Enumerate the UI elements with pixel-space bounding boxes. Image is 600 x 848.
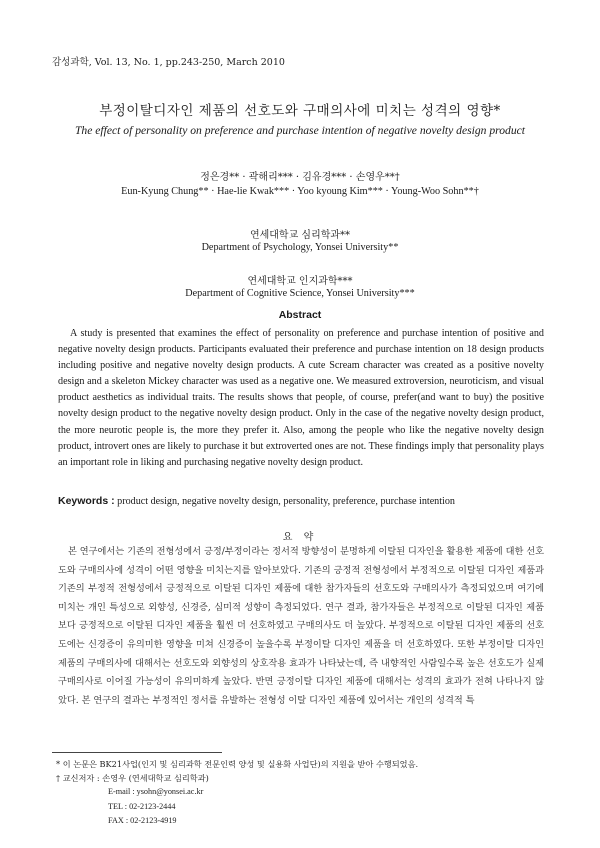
abstract-heading: Abstract: [278, 309, 322, 321]
abstract-body: A study is presented that examines the effect of personality on preference and purchase intention of positive and negative novelty design products. Participants evaluated their preference and purchase intention on 18 design products including positive and negative novelty design products. A cute Scream character was created as a positive novelty design and a skeleton Mickey character was used as a negative one. We measured extroversion, neuroticism, and visual product aesthetics as individual traits. The results shows that people, of course, prefer(and want to buy) the positive novelty design product to the negative novelty design product. Only in the case of the negative novelty design product, the more neurotic people is, the more they prefer it. Also, among the people who like the negative novelty design product, introvert ones are likely to purchase it but extroverted ones are not. These findings imply that personality plays an important role in liking and purchasing negative novelty design product.: [58, 328, 544, 468]
journal-citation: 감성과학, Vol. 13, No. 1, pp.243-250, March 2010: [52, 57, 285, 68]
korean-summary-heading: 요 약: [282, 532, 318, 543]
footnote-corresponding: † 교신저자 : 손영우 (연세대학교 심리학과): [56, 773, 209, 784]
keywords-label: Keywords :: [58, 495, 115, 507]
keywords-line: [58, 495, 548, 507]
affiliation-2-english: Department of Cognitive Science, Yonsei University***: [185, 288, 415, 299]
authors-english: Eun-Kyung Chung** · Hae-lie Kwak*** · Yoo kyoung Kim*** · Young-Woo Sohn**†: [121, 186, 479, 197]
footnotes: [56, 757, 418, 828]
footnote-fax: FAX : 02-2123-4919: [108, 815, 177, 825]
title-english: The effect of personality on preference and purchase intention of negative novelty design product: [74, 124, 525, 137]
footnote-funding: * 이 논문은 BK21사업(인지 및 심리과학 전문인력 양성 및 실용화 사업단)의 지원을 받아 수행되었음.: [56, 759, 419, 769]
affiliation-1-korean: 연세대학교 심리학과**: [249, 230, 351, 241]
authors-korean: 정은경** · 곽해리*** · 김유경*** · 손영우**†: [200, 172, 400, 183]
footnote-divider: [52, 752, 222, 753]
affiliation-1-english: Department of Psychology, Yonsei University**: [201, 242, 399, 253]
footnote-email: E-mail : ysohn@yonsei.ac.kr: [108, 787, 204, 797]
keywords-list: product design, negative novelty design, personality, preference, purchase intention: [117, 496, 455, 507]
korean-summary-body: 본 연구에서는 기존의 전형성에서 긍정/부정이라는 정서적 방향성이 분명하게 이탈된 디자인을 활용한 제품에 대한 선호도와 구매의사에 성격이 어떤 영향을 미치는지를 알아보았다. 기존의 긍정적 전형성에서 부정적으로 이탈된 디자인 제품과 기존의 부정적 전형성에서 긍정적으로 이탈된 디자인 제품에 대한 참가자들의 선호도와 구매의사가 측정되었으며 여기에 미치는 개인 특성으로 외향성, 신경증, 심미적 성향이 측정되었다. 연구 결과, 참가자들은 부정적으로 이탈된 디자인 제품보다 긍정적으로 이탈된 디자인 제품을 훨씬 더 선호하였고 구매의사도 더 높았다. 부정적으로 이탈된 디자인 제품의 선호도에는 신경증이 유의미한 영향을 미쳐 신경증이 높을수록 부정이탈 디자인 제품을 더 선호하였다. 또한 부정이탈 디자인 제품의 구매의사에 대해서는 선호도와 외향성의 상호작용 효과가 나타났는데, 즉 내향적인 사람일수록 높은 선호도가 실제 구매의사로 이어질 가능성이 유의미하게 높았다. 반면 긍정이탈 디자인 제품에 대해서는 성격의 효과가 전혀 나타나지 않았다. 본 연구의 결과는 부정적인 정서를 유발하는 전형성 이탈 디자인 제품에 있어서는 개인의 성격적 특: [58, 546, 544, 706]
affiliation-2-korean: 연세대학교 인지과학***: [247, 276, 353, 287]
footnote-tel: TEL : 02-2123-2444: [108, 801, 176, 811]
title-korean: 부정이탈디자인 제품의 선호도와 구매의사에 미치는 성격의 영향*: [99, 103, 501, 119]
